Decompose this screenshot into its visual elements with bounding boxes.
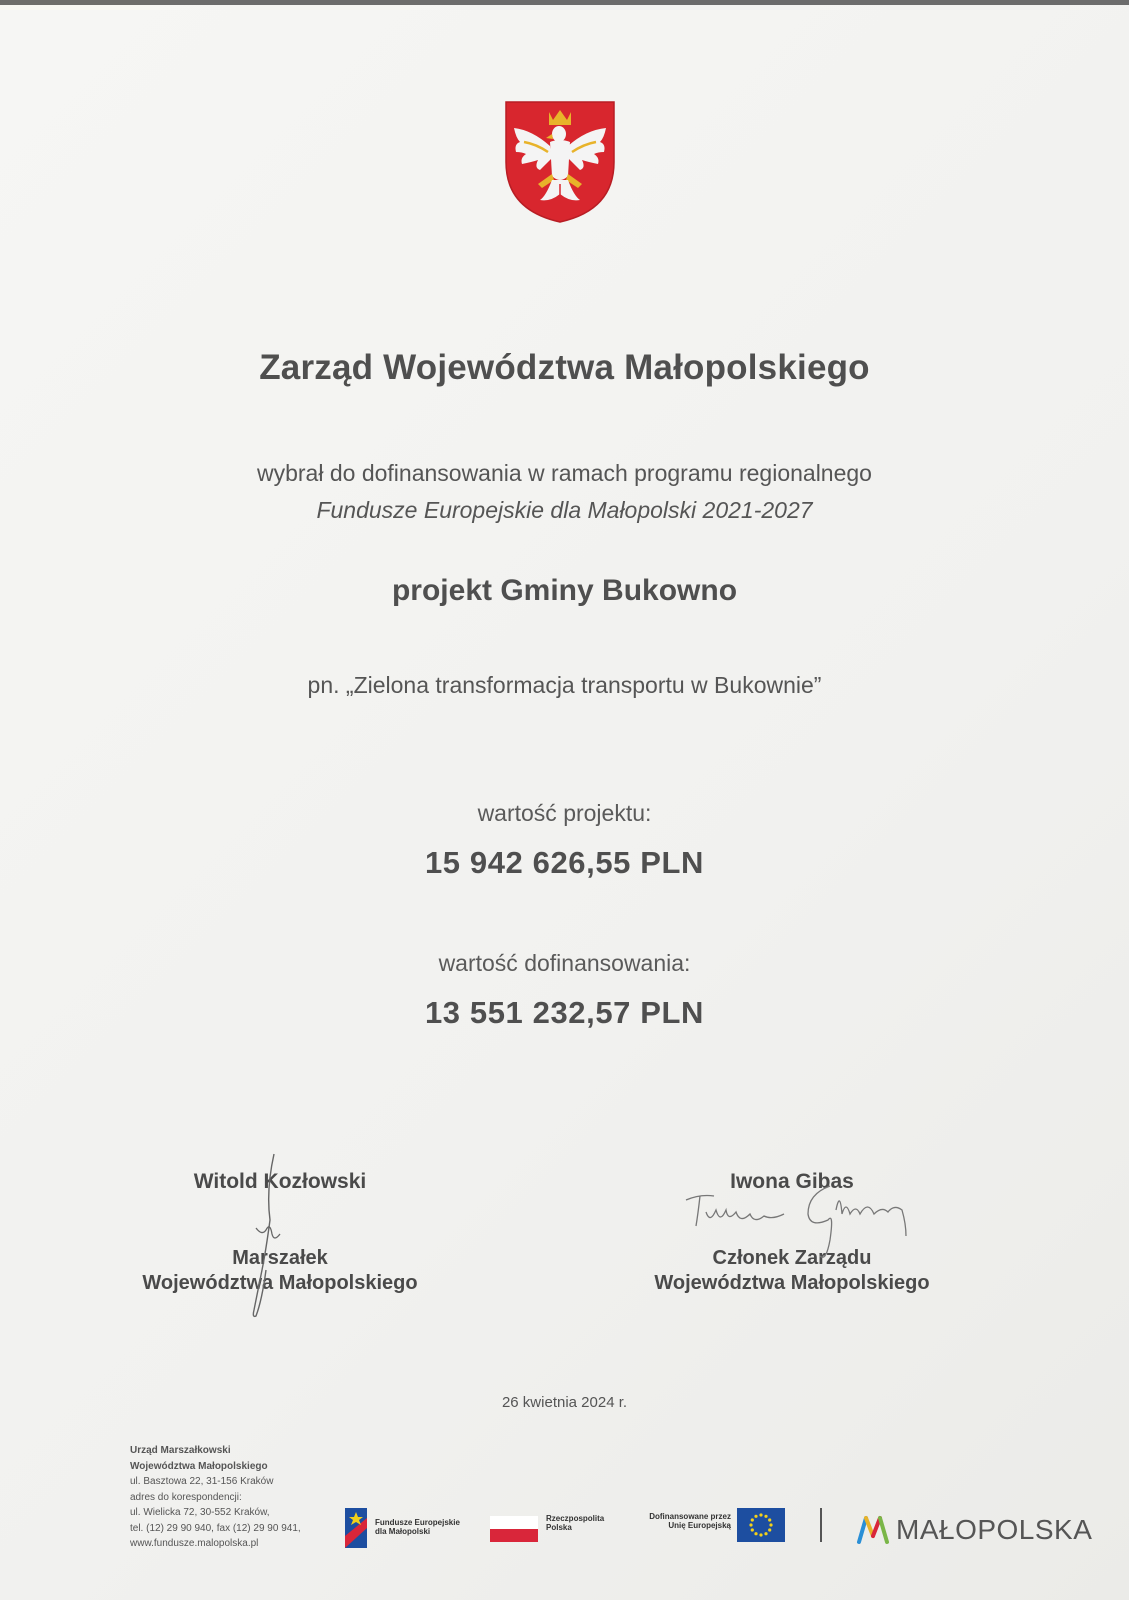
eu-logo-text: Dofinansowane przez (649, 1512, 731, 1521)
cofinancing-label: wartość dofinansowania: (438, 950, 691, 976)
address-line: tel. (12) 29 90 940, fax (12) 29 90 941, (130, 1522, 301, 1534)
rp-logo-text: Rzeczpospolita (546, 1514, 605, 1523)
rzeczpospolita-polska-logo (490, 1510, 620, 1548)
address-line: ul. Wielicka 72, 30-552 Kraków, (130, 1507, 270, 1518)
project-value-label: wartość projektu: (477, 800, 652, 826)
address-line: Urząd Marszałkowski (130, 1445, 231, 1456)
handwritten-signature-left (236, 1150, 296, 1320)
handwritten-signature-right (680, 1180, 930, 1270)
cofinancing-value: 13 551 232,57 PLN (424, 995, 705, 1030)
fundusze-europejskie-logo (343, 1506, 473, 1550)
signatory-role-line: Marszałek (232, 1247, 328, 1269)
eu-flag-icon (737, 1508, 785, 1542)
fe-logo-text: dla Małopolski (375, 1527, 431, 1536)
address-line: www.fundusze.malopolska.pl (130, 1538, 259, 1549)
project-value: 15 942 626,55 PLN (424, 845, 705, 880)
eu-cofinancing-logo (635, 1508, 785, 1548)
issue-date: 26 kwietnia 2024 r. (501, 1394, 628, 1411)
logo-divider (820, 1508, 822, 1542)
program-name: Fundusze Europejskie dla Małopolski 2021-2027 (316, 497, 813, 523)
signatory-name: Iwona Gibas (730, 1170, 854, 1193)
signatory-name: Witold Kozłowski (193, 1170, 367, 1193)
fe-logo-text: Fundusze Europejskie (375, 1518, 460, 1527)
polish-flag-icon (490, 1516, 538, 1542)
fe-star-icon (343, 1506, 369, 1550)
address-line: Województwa Małopolskiego (130, 1460, 268, 1472)
address-line: ul. Basztowa 22, 31-156 Kraków (130, 1476, 274, 1487)
rp-logo-text: Polska (546, 1523, 572, 1532)
malopolska-logo (856, 1510, 1106, 1550)
selection-statement: wybrał do dofinansowania w ramach programu regionalnego (257, 460, 872, 486)
malopolska-m-icon (856, 1512, 890, 1546)
eu-logo-text: Unię Europejską (668, 1521, 731, 1530)
project-name: pn. „Zielona transformacja transportu w Bukownie” (307, 672, 822, 698)
signatory-role-line: Członek Zarządu (712, 1247, 872, 1269)
top-edge (0, 0, 1129, 5)
malopolska-coat-of-arms (502, 98, 618, 226)
project-beneficiary: projekt Gminy Bukowno (391, 574, 738, 607)
authority-title: Zarząd Województwa Małopolskiego (259, 348, 870, 387)
address-line: adres do korespondencji: (130, 1491, 242, 1503)
signatory-role-line: Województwa Małopolskiego (654, 1272, 930, 1294)
office-address (130, 1443, 301, 1552)
signatory-role-line: Województwa Małopolskiego (142, 1272, 418, 1294)
malopolska-wordmark: MAŁOPOLSKA (896, 1514, 1093, 1545)
